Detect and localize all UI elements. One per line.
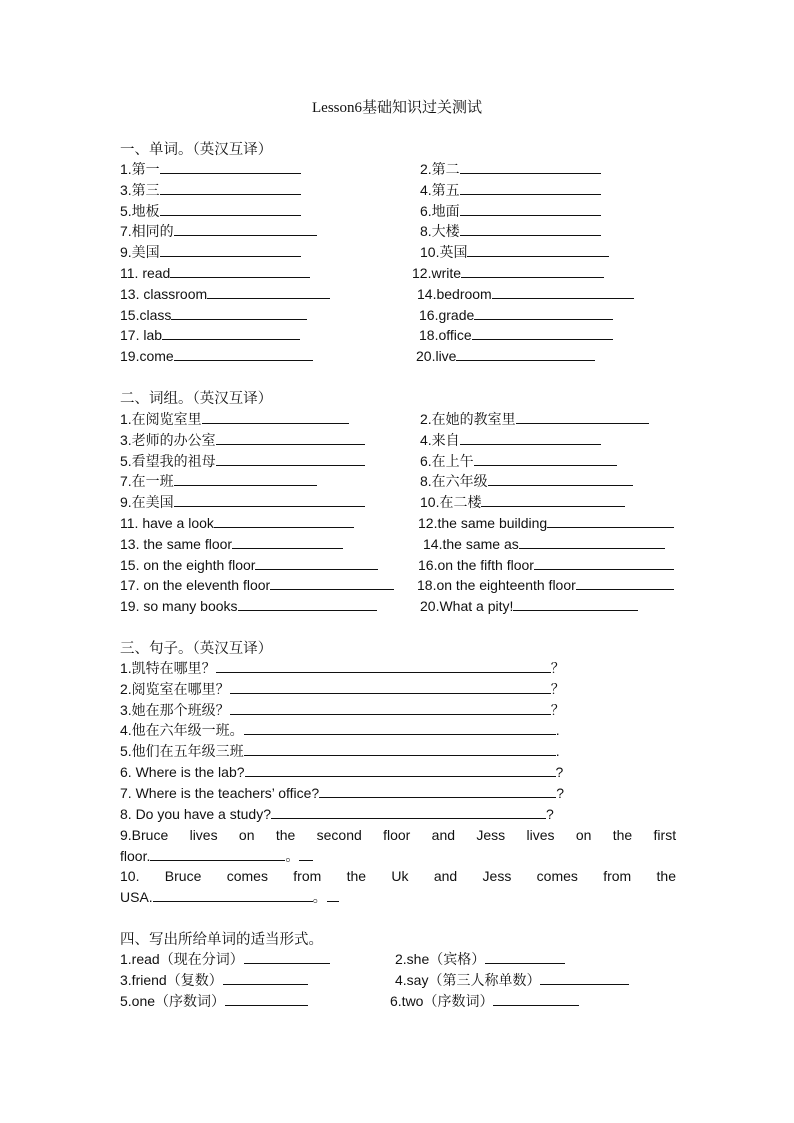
answer-blank[interactable] — [547, 513, 674, 528]
sentence-9-end: 。 — [285, 848, 300, 864]
answer-blank[interactable] — [238, 596, 377, 611]
answer-blank[interactable] — [160, 159, 301, 174]
answer-blank[interactable] — [244, 949, 330, 964]
answer-blank[interactable] — [244, 741, 556, 756]
answer-blank[interactable] — [519, 534, 665, 549]
answer-blank[interactable] — [516, 409, 649, 424]
word-item — [412, 263, 604, 283]
word-label: 11. read — [120, 265, 171, 281]
word-item — [417, 284, 634, 304]
form-row — [120, 949, 676, 969]
word-item — [120, 180, 301, 200]
sentence-word: and — [433, 868, 458, 884]
answer-blank[interactable] — [160, 180, 301, 195]
sentence-end: ？ — [550, 680, 565, 697]
phrase-item — [120, 513, 354, 533]
word-label: 2.第二 — [420, 161, 460, 177]
sentence-row — [120, 700, 565, 720]
phrase-row — [120, 430, 676, 450]
phrase-label: 7.在一班 — [120, 473, 174, 490]
word-label: 12.write — [412, 265, 462, 281]
phrase-item — [423, 534, 665, 554]
word-row — [120, 346, 676, 366]
sentence-word: 10. — [120, 868, 140, 884]
phrase-label: 4.来自 — [420, 431, 460, 448]
phrase-label: 20.What a pity! — [420, 598, 514, 615]
word-item — [120, 263, 310, 283]
answer-blank[interactable] — [230, 679, 551, 694]
sentence-end: ? — [555, 764, 564, 780]
word-label: 16.grade — [419, 306, 475, 323]
sentence-text: 4.他在六年级一班。 — [120, 722, 244, 739]
sentence-row — [120, 741, 560, 761]
phrase-label: 5.看望我的祖母 — [120, 452, 216, 469]
sentence-word: Jess — [482, 868, 512, 884]
word-item — [420, 159, 601, 179]
sentence-word: 9.Bruce — [120, 827, 169, 843]
word-label: 7.相同的 — [120, 223, 174, 240]
phrase-item — [120, 555, 378, 575]
sentence-row — [120, 658, 565, 678]
phrase-item — [120, 451, 365, 471]
answer-blank[interactable] — [270, 575, 394, 590]
sentence-word: Uk — [391, 868, 409, 884]
phrase-row — [120, 575, 676, 595]
answer-blank[interactable] — [461, 263, 604, 278]
section-3-heading: 三、句子。（英汉互译） — [120, 641, 273, 657]
word-item — [420, 180, 601, 200]
answer-blank[interactable] — [170, 263, 310, 278]
phrase-label: 9.在美国 — [120, 494, 174, 511]
phrase-label: 12.the same building — [418, 515, 548, 531]
sentence-word: the — [656, 868, 677, 884]
word-label: 4.第五 — [420, 181, 460, 198]
sentence-9-line2 — [120, 846, 313, 866]
word-label: 15.class — [120, 306, 172, 323]
phrase-label: 15. on the eighth floor — [120, 556, 256, 573]
phrase-row — [120, 555, 676, 575]
word-label: 20.live — [416, 348, 457, 365]
form-item — [120, 991, 308, 1011]
page-title: Lesson6基础知识过关测试 — [312, 100, 482, 116]
answer-blank[interactable] — [576, 575, 674, 590]
sentence-text: 8. Do you have a study? — [120, 805, 271, 822]
form-row — [120, 970, 676, 990]
answer-blank[interactable] — [460, 430, 601, 445]
sentence-row — [120, 720, 560, 740]
word-label: 19.come — [120, 348, 174, 365]
phrase-item — [420, 596, 638, 616]
phrase-item — [418, 555, 674, 575]
phrase-item — [120, 492, 365, 512]
phrase-label: 14.the same as — [423, 535, 519, 552]
sentence-row — [120, 804, 554, 824]
word-row — [120, 263, 676, 283]
sentence-text: 5.他们在五年级三班 — [120, 743, 244, 760]
phrase-label: 2.在她的教室里 — [420, 411, 516, 427]
word-label: 1.第一 — [120, 161, 160, 177]
word-item — [420, 201, 601, 221]
answer-blank[interactable] — [513, 596, 638, 611]
word-row — [120, 201, 676, 221]
answer-blank[interactable] — [319, 783, 556, 798]
word-row — [120, 242, 676, 262]
answer-blank[interactable] — [223, 970, 308, 985]
phrase-item — [420, 409, 649, 429]
form-label: 5.one（序数词） — [120, 993, 226, 1009]
word-item — [120, 305, 307, 325]
sentence-10-text: USA. — [120, 889, 153, 905]
word-label: 6.地面 — [420, 202, 460, 219]
word-item — [120, 159, 301, 179]
word-label: 17. lab — [120, 327, 163, 344]
phrase-label: 17. on the eleventh floor — [120, 577, 271, 594]
form-item — [395, 949, 565, 969]
answer-blank[interactable] — [456, 346, 595, 361]
word-row — [120, 180, 676, 200]
phrase-item — [120, 575, 394, 595]
sentence-end: . — [555, 722, 560, 739]
sentence-word: comes — [226, 868, 268, 884]
word-item — [420, 242, 609, 262]
answer-blank[interactable] — [174, 346, 313, 361]
sentence-word: from — [293, 868, 322, 884]
answer-blank[interactable] — [271, 804, 546, 819]
word-item — [416, 346, 595, 366]
sentence-text: 6. Where is the lab? — [120, 764, 245, 780]
word-row — [120, 159, 676, 179]
word-label: 5.地板 — [120, 202, 160, 219]
answer-blank[interactable] — [474, 451, 617, 466]
phrase-item — [418, 513, 674, 533]
sentence-word: the — [275, 827, 296, 843]
word-item — [120, 242, 301, 262]
answer-blank[interactable] — [540, 970, 629, 985]
sentence-word: on — [238, 827, 255, 843]
answer-blank[interactable] — [460, 201, 601, 216]
phrase-label: 10.在二楼 — [420, 494, 482, 511]
sentence-row — [120, 783, 564, 803]
section-1-heading: 一、单词。（英汉互译） — [120, 142, 273, 158]
word-item — [419, 325, 613, 345]
sentence-9-text: floor. — [120, 848, 151, 864]
form-label: 4.say（第三人称单数） — [395, 972, 541, 988]
form-label: 6.two（序数词） — [390, 993, 494, 1009]
answer-blank[interactable] — [174, 492, 365, 507]
answer-blank[interactable] — [171, 305, 307, 320]
word-item — [120, 346, 313, 366]
phrase-row — [120, 534, 676, 554]
sentence-word: Jess — [476, 827, 506, 843]
answer-blank[interactable] — [230, 700, 551, 715]
sentence-word: the — [612, 827, 633, 843]
phrase-label: 8.在六年级 — [420, 473, 488, 490]
word-item — [419, 305, 613, 325]
answer-blank[interactable] — [534, 555, 674, 570]
sentence-text: 7. Where is the teachers’ office? — [120, 784, 320, 801]
sentence-word: floor — [383, 827, 411, 843]
answer-blank[interactable] — [232, 534, 343, 549]
phrase-item — [420, 471, 633, 491]
phrase-row — [120, 513, 676, 533]
section-4-heading: 四、写出所给单词的适当形式。 — [120, 932, 323, 948]
answer-blank[interactable] — [225, 991, 308, 1006]
form-label: 1.read（现在分词） — [120, 951, 244, 967]
phrase-item — [420, 430, 601, 450]
sentence-end: . — [555, 743, 560, 760]
phrase-item — [417, 575, 674, 595]
sentence-word: Bruce — [164, 868, 202, 884]
sentence-row — [120, 679, 565, 699]
sentence-10-line2 — [120, 887, 339, 907]
sentence-row — [120, 762, 563, 782]
sentence-word: lives — [189, 827, 218, 843]
answer-blank[interactable] — [327, 887, 339, 902]
phrase-label: 13. the same floor — [120, 535, 233, 552]
answer-blank[interactable] — [216, 658, 551, 673]
word-item — [120, 325, 300, 345]
sentence-9-line1 — [120, 825, 676, 845]
sentence-word: on — [575, 827, 592, 843]
answer-blank[interactable] — [207, 284, 330, 299]
phrase-item — [120, 534, 343, 554]
sentence-10-end: 。 — [312, 889, 327, 905]
word-label: 14.bedroom — [417, 285, 492, 302]
sentence-end: ？ — [550, 660, 565, 676]
sentence-text: 2.阅览室在哪里？ — [120, 680, 230, 697]
answer-blank[interactable] — [472, 325, 613, 340]
answer-blank[interactable] — [485, 949, 565, 964]
answer-blank[interactable] — [467, 242, 609, 257]
phrase-item — [120, 430, 365, 450]
sentence-word: comes — [536, 868, 578, 884]
answer-blank[interactable] — [460, 159, 601, 174]
answer-blank[interactable] — [162, 325, 300, 340]
answer-blank[interactable] — [153, 887, 313, 902]
sentence-text: 1.凯特在哪里？ — [120, 660, 216, 676]
word-row — [120, 305, 676, 325]
word-label: 9.美国 — [120, 244, 160, 261]
word-item — [420, 221, 601, 241]
answer-blank[interactable] — [216, 451, 365, 466]
sentence-end: ？ — [550, 701, 565, 718]
answer-blank[interactable] — [244, 720, 556, 735]
phrase-item — [120, 409, 349, 429]
form-item — [120, 949, 330, 969]
answer-blank[interactable] — [299, 846, 313, 861]
answer-blank[interactable] — [481, 492, 625, 507]
phrase-label: 3.老师的办公室 — [120, 431, 216, 448]
sentence-end: ? — [556, 784, 565, 801]
word-item — [120, 201, 301, 221]
word-row — [120, 284, 676, 304]
word-item — [120, 221, 317, 241]
section-2-heading: 二、词组。（英汉互译） — [120, 391, 273, 407]
answer-blank[interactable] — [160, 242, 301, 257]
phrase-label: 1.在阅览室里 — [120, 411, 202, 427]
phrase-label: 18.on the eighteenth floor — [417, 577, 576, 594]
word-row — [120, 221, 676, 241]
form-label: 2.she（宾格） — [395, 951, 486, 967]
answer-blank[interactable] — [460, 221, 601, 236]
answer-blank[interactable] — [174, 471, 317, 486]
sentence-word: from — [603, 868, 632, 884]
form-label: 3.friend（复数） — [120, 972, 223, 988]
sentence-text: 3.她在那个班级？ — [120, 701, 230, 718]
phrase-item — [120, 596, 377, 616]
answer-blank[interactable] — [214, 513, 354, 528]
phrase-row — [120, 596, 676, 616]
answer-blank[interactable] — [255, 555, 378, 570]
word-label: 8.大楼 — [420, 223, 460, 240]
phrase-row — [120, 471, 676, 491]
answer-blank[interactable] — [160, 201, 301, 216]
answer-blank[interactable] — [245, 762, 556, 777]
word-item — [120, 284, 330, 304]
word-label: 3.第三 — [120, 181, 160, 198]
sentence-end: ? — [546, 805, 554, 822]
word-row — [120, 325, 676, 345]
form-item — [120, 970, 308, 990]
sentence-word: first — [653, 827, 677, 843]
phrase-item — [420, 451, 617, 471]
answer-blank[interactable] — [174, 221, 317, 236]
phrase-label: 6.在上午 — [420, 452, 474, 469]
phrase-row — [120, 451, 676, 471]
phrase-row — [120, 409, 676, 429]
answer-blank[interactable] — [216, 430, 365, 445]
answer-blank[interactable] — [202, 409, 349, 424]
phrase-label: 11. have a look — [120, 515, 214, 531]
sentence-word: and — [431, 827, 456, 843]
form-row — [120, 991, 676, 1011]
sentence-10-line1 — [120, 866, 676, 886]
answer-blank[interactable] — [474, 305, 613, 320]
phrase-label: 16.on the fifth floor — [418, 556, 534, 573]
form-item — [395, 970, 629, 990]
phrase-row — [120, 492, 676, 512]
sentence-word: second — [316, 827, 362, 843]
answer-blank[interactable] — [150, 846, 285, 861]
phrase-item — [120, 471, 317, 491]
sentence-word: the — [346, 868, 367, 884]
phrase-item — [420, 492, 625, 512]
answer-blank[interactable] — [492, 284, 634, 299]
answer-blank[interactable] — [460, 180, 601, 195]
answer-blank[interactable] — [488, 471, 633, 486]
word-label: 18.office — [419, 327, 472, 344]
sentence-word: lives — [526, 827, 555, 843]
answer-blank[interactable] — [493, 991, 579, 1006]
phrase-label: 19. so many books — [120, 598, 238, 615]
form-item — [390, 991, 579, 1011]
word-label: 10.英国 — [420, 244, 468, 261]
word-label: 13. classroom — [120, 285, 208, 302]
